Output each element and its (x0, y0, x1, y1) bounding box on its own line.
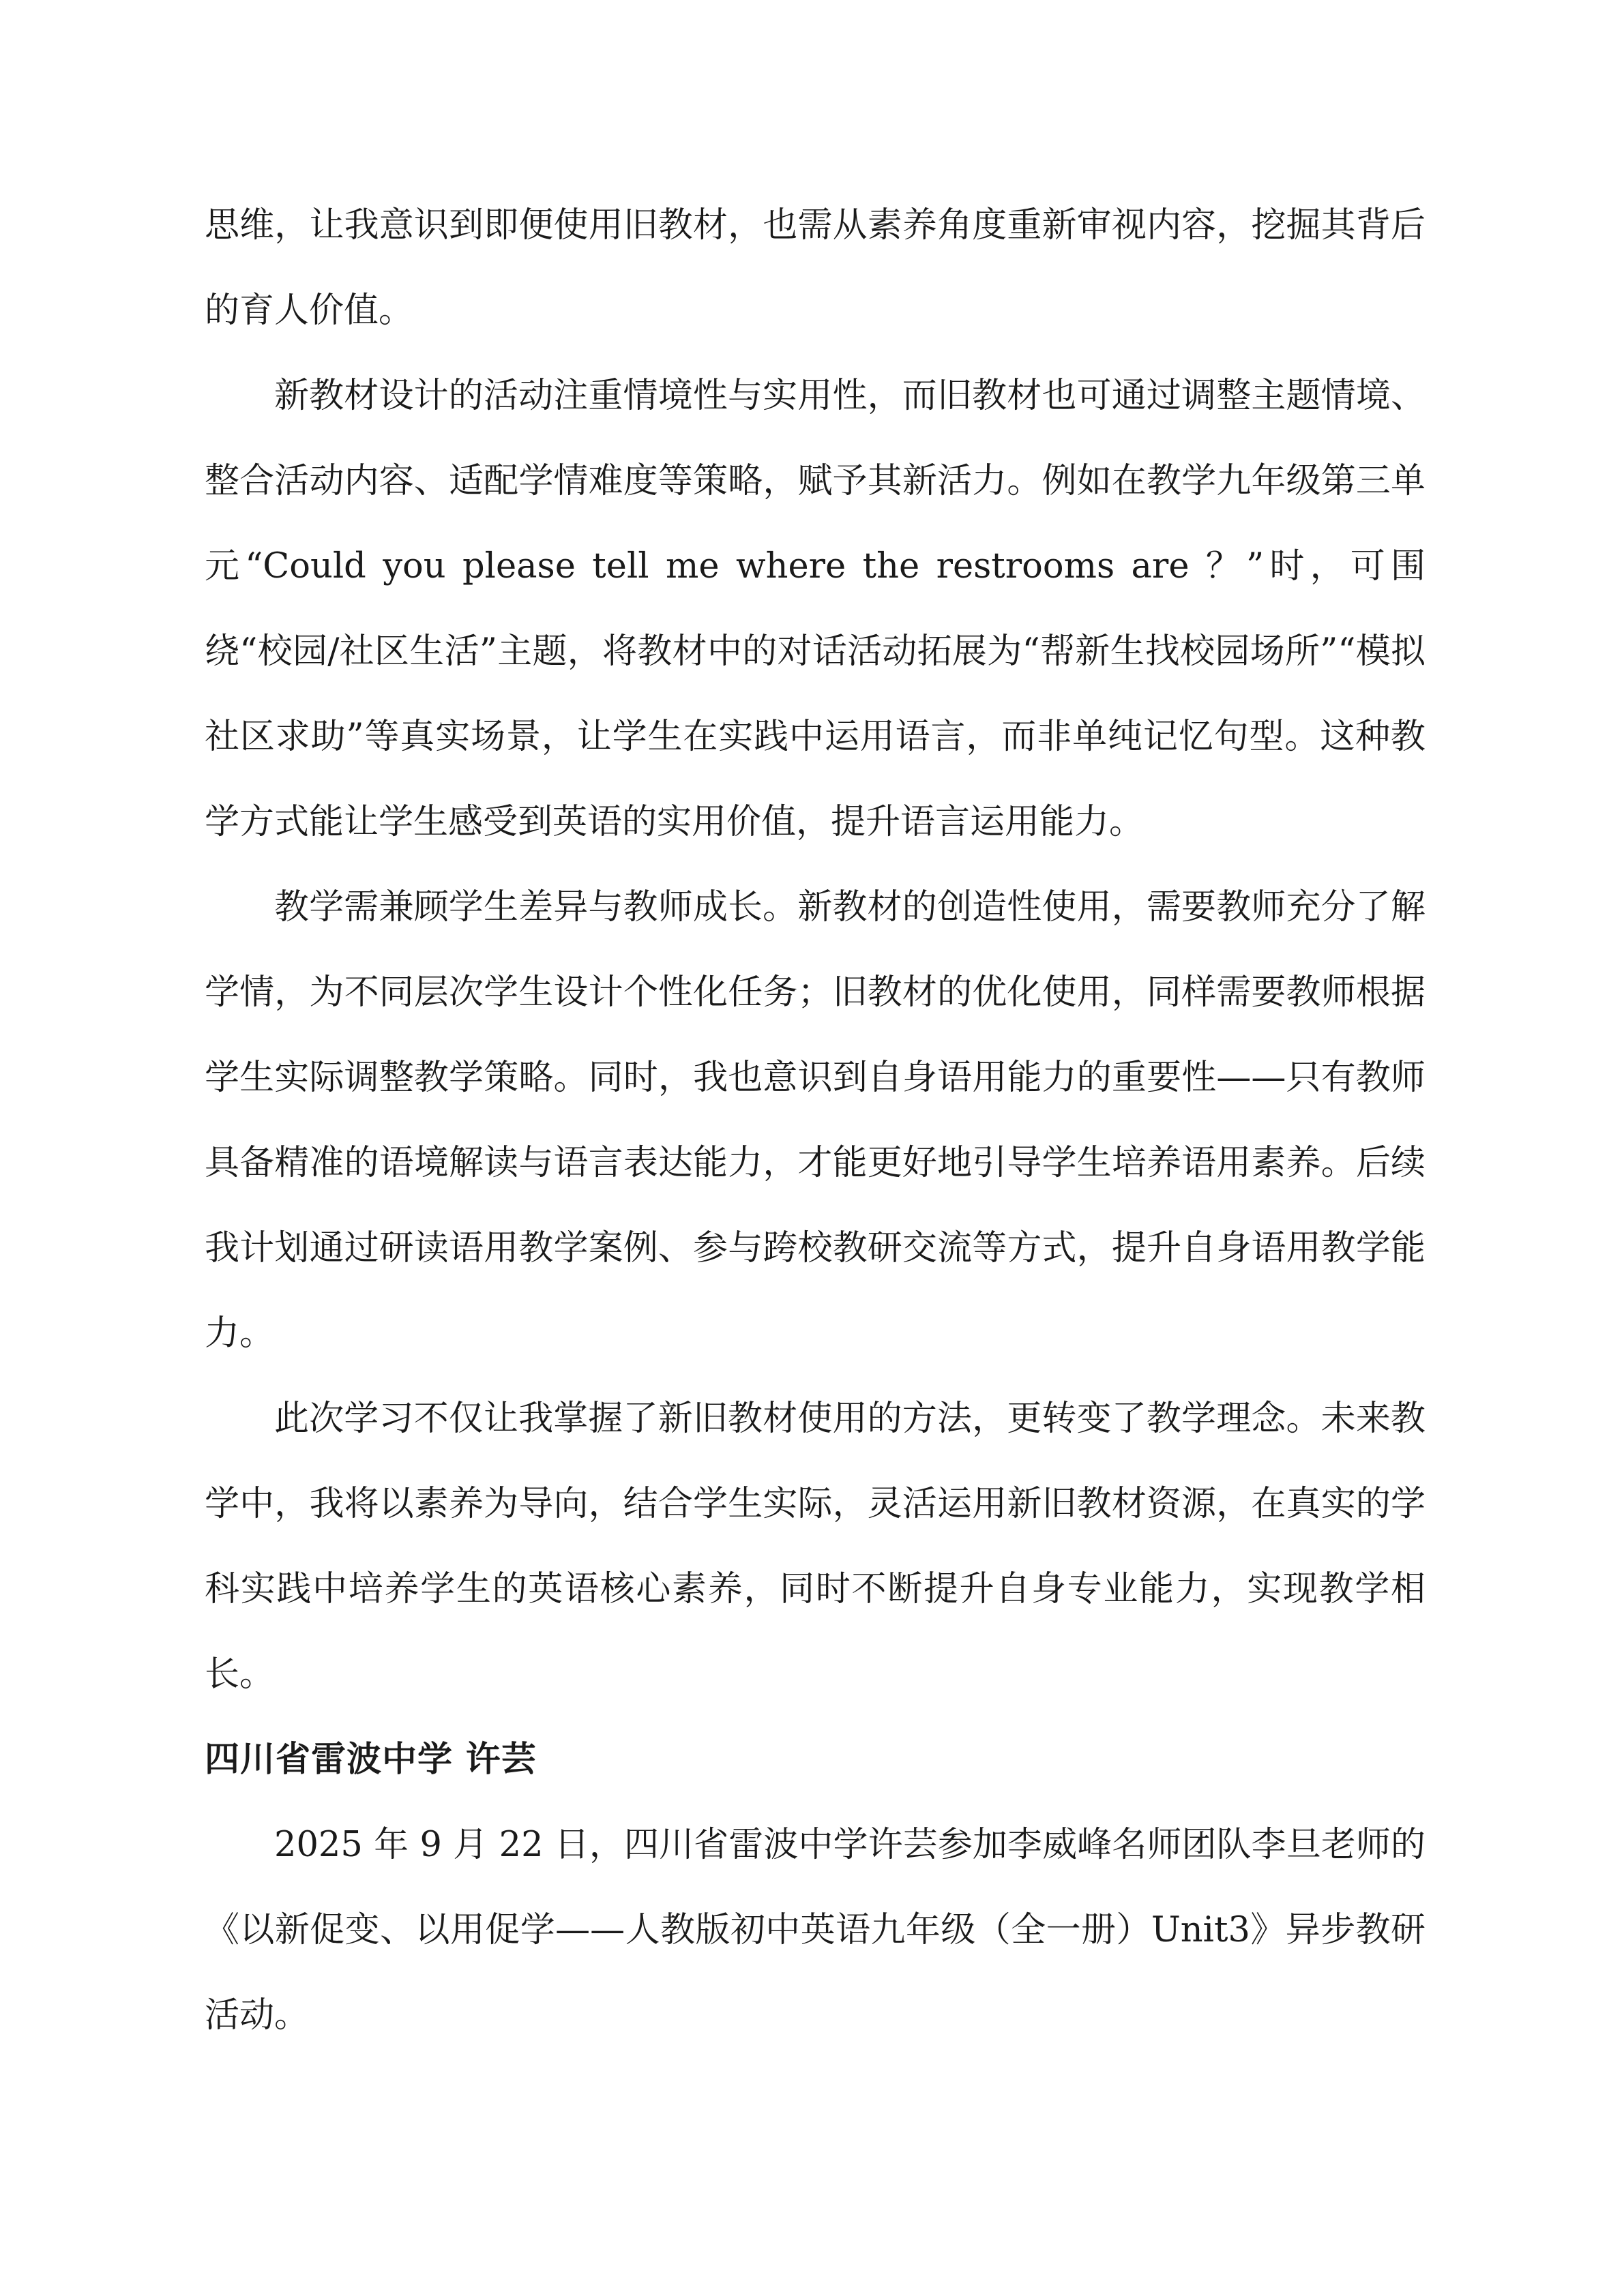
paragraph-2: 新教材设计的活动注重情境性与实用性，而旧教材也可通过调整主题情境、整合活动内容、适配学情难度等策略，赋予其新活力。例如在教学九年级第三单元“Could you please tell me where the restrooms are ？”时，可围绕“校园/社区生活”主题，将教材中的对话活动拓展为“帮新生找校园场所”“模拟社区求助”等真实场景，让学生在实践中运用语言，而非单纯记忆句型。这种教学方式能让学生感受到英语的实用价值，提升语言运用能力。 (205, 376, 1426, 842)
closing-paragraph: 2025 年 9 月 22 日，四川省雷波中学许芸参加李威峰名师团队李旦老师的《以新促变、以用促学——人教版初中英语九年级（全一册）Unit3》异步教研活动。 (205, 1825, 1426, 2036)
paragraph-4: 此次学习不仅让我掌握了新旧教材使用的方法，更转变了教学理念。未来教学中，我将以素养为导向，结合学生实际，灵活运用新旧教材资源，在真实的学科实践中培养学生的英语核心素养，同时不断提升自身专业能力，实现教学相长。 (205, 1399, 1426, 1695)
document-page (205, 183, 1426, 2058)
paragraph-1: 思维，让我意识到即便使用旧教材，也需从素养角度重新审视内容，挖掘其背后的育人价值。 (205, 205, 1426, 331)
section-heading: 四川省雷波中学 许芸 (205, 1740, 537, 1780)
paragraph-3: 教学需兼顾学生差异与教师成长。新教材的创造性使用，需要教师充分了解学情，为不同层次学生设计个性化任务；旧教材的优化使用，同样需要教师根据学生实际调整教学策略。同时，我也意识到自身语用能力的重要性——只有教师具备精准的语境解读与语言表达能力，才能更好地引导学生培养语用素养。后续我计划通过研读语用教学案例、参与跨校教研交流等方式，提升自身语用教学能力。 (205, 887, 1426, 1354)
